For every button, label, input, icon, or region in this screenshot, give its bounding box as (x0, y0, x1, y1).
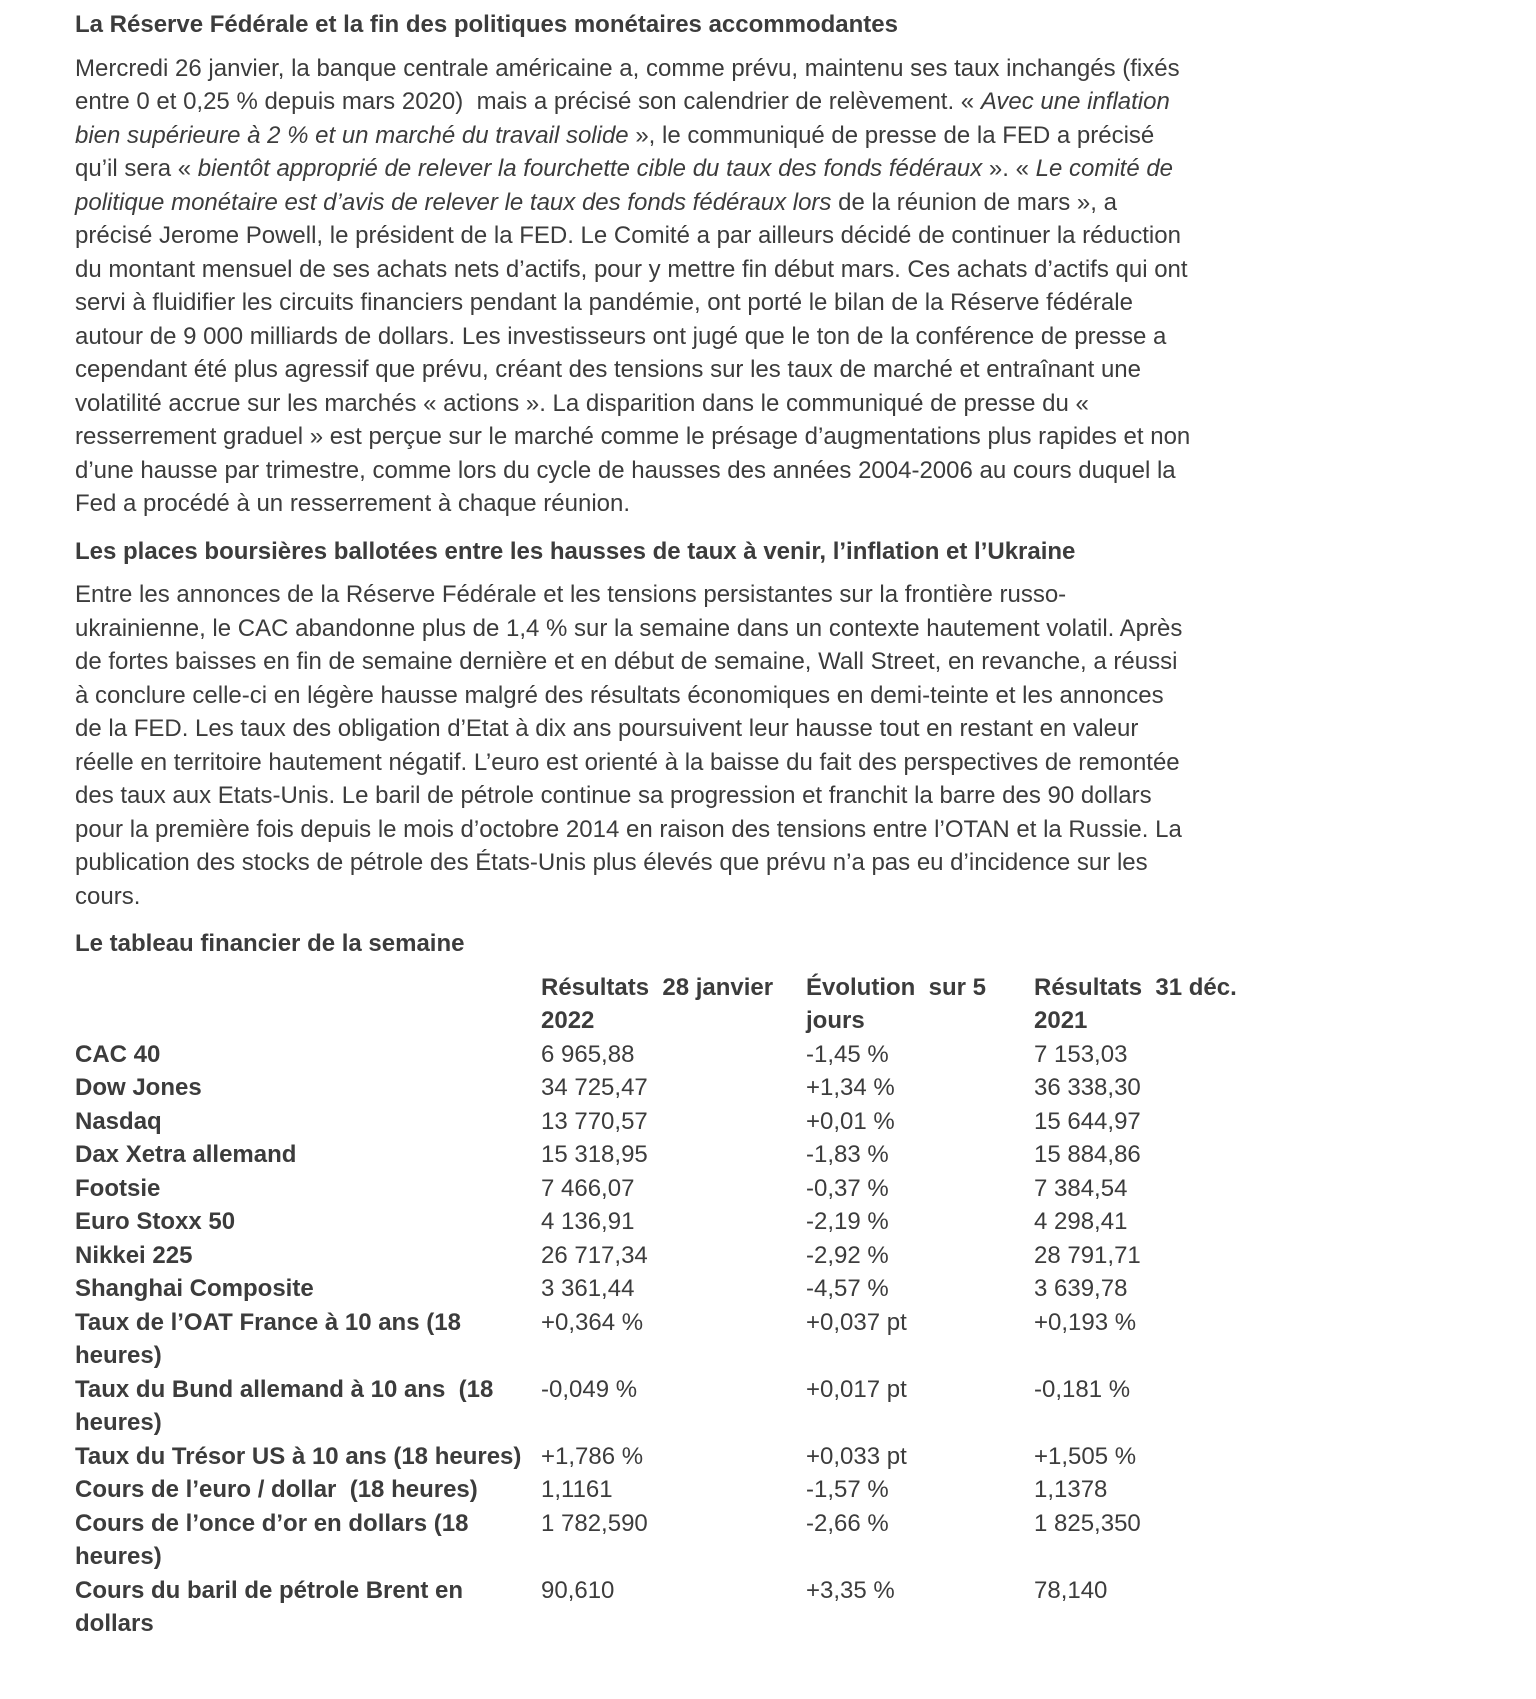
text-run: de la réunion de mars », a précisé Jerome Powell, le président de la FED. Le Comité a par ailleurs décidé de continuer la réduction du montant mensuel de ses achats nets d’actifs, pour y mettre fin début mars. Ces achats d’actifs qui ont servi à fluidifier les circuits financiers pendant la pandémie, ont porté le bilan de la Réserve fédérale autour de 9 000 milliards de dollars. Les investisseurs ont jugé que le ton de la conférence de presse a cependant été plus agressif que prévu, créant des tensions sur les taux de marché et entraînant une volatilité accrue sur les marchés « actions ». La disparition dans le communiqué de presse du « resserrement graduel » est perçue sur le marché comme le présage d’augmentations plus rapides et non d’une hausse par trimestre, comme lors du cycle de hausses des années 2004-2006 au cours duquel la Fed a procédé à un resserrement à chaque réunion. (75, 188, 1197, 517)
row-value: +1,34 % (806, 1074, 895, 1101)
quote-italic-run: Le comité de politique monétaire est d’avis de relever le taux des fonds fédéraux lors (75, 155, 1180, 216)
financial-table-body (75, 1038, 1271, 1641)
row-value: +1,505 % (1034, 1442, 1137, 1470)
table-row (75, 1038, 1271, 1072)
heading-stock-markets: Les places boursières ballotées entre les hausses de taux à venir, l’inflation et l’Ukraine (75, 537, 1076, 565)
row-label: Cours du baril de pétrole Brent en dollars (75, 1576, 470, 1637)
row-value: -1,83 % (806, 1141, 889, 1168)
table-row (75, 1239, 1271, 1273)
financial-table (75, 971, 1271, 1641)
row-label: CAC 40 (75, 1040, 161, 1068)
row-label: Shanghai Composite (75, 1275, 314, 1302)
heading-financial-table: Le tableau financier de la semaine (75, 930, 465, 957)
row-value: +0,017 pt (806, 1375, 907, 1403)
row-label: Cours de l’once d’or en dollars (18 heures) (75, 1509, 476, 1570)
row-value: 15 644,97 (1034, 1107, 1141, 1135)
table-row (75, 1205, 1271, 1239)
text-run: », le communiqué de presse de la FED a précisé qu’il sera « (75, 121, 1161, 182)
row-value: 28 791,71 (1034, 1241, 1141, 1269)
text-run: Mercredi 26 janvier, la banque centrale américaine a, comme prévu, maintenu ses taux inchangés (fixés entre 0 et 0,25 % depuis mars 2020) mais a précisé son calendrier de relèvement. « (75, 54, 1187, 115)
row-label: Dax Xetra allemand (75, 1141, 297, 1168)
row-value: 1 825,350 (1034, 1509, 1141, 1537)
row-value: +1,786 % (541, 1442, 644, 1470)
row-value: -0,181 % (1034, 1375, 1131, 1403)
row-value: -0,37 % (806, 1174, 889, 1202)
header-line-1: Résultats 28 janvier (541, 973, 774, 1001)
row-value: 4 298,41 (1034, 1208, 1128, 1235)
row-value: 34 725,47 (541, 1074, 648, 1101)
row-value: +0,193 % (1034, 1308, 1137, 1336)
row-value: 13 770,57 (541, 1107, 648, 1135)
row-label: Nasdaq (75, 1107, 162, 1135)
quote-italic-run: Avec une inflation bien supérieure à 2 % et un marché du travail solide (75, 88, 1177, 149)
table-row (75, 1306, 1271, 1373)
header-line-2: 2021 (1034, 1007, 1088, 1034)
row-value: 36 338,30 (1034, 1074, 1141, 1101)
table-row (75, 1272, 1271, 1306)
text-run: ». « (982, 155, 1036, 182)
header-line-2: jours (806, 1007, 865, 1034)
row-value: -1,57 % (806, 1476, 889, 1503)
row-value: 3 361,44 (541, 1275, 635, 1302)
row-value: 1,1378 (1034, 1476, 1108, 1503)
table-header-cell (806, 971, 1034, 1038)
row-label: Taux de l’OAT France à 10 ans (18 heures) (75, 1308, 468, 1369)
row-label: Taux du Bund allemand à 10 ans (18 heures) (75, 1375, 501, 1436)
table-row (75, 1507, 1271, 1574)
row-value: -2,19 % (806, 1208, 889, 1235)
row-value: +0,01 % (806, 1107, 895, 1135)
table-header-row (75, 971, 1271, 1038)
row-value: -0,049 % (541, 1375, 638, 1403)
row-value: 1,1161 (541, 1476, 613, 1503)
row-value: 3 639,78 (1034, 1275, 1128, 1302)
table-row (75, 1172, 1271, 1206)
row-label: Dow Jones (75, 1074, 202, 1101)
row-value: -2,66 % (806, 1509, 889, 1537)
header-line-1: Résultats 31 déc. (1034, 973, 1237, 1001)
row-label: Nikkei 225 (75, 1241, 193, 1269)
paragraph-fed-policy (75, 52, 1196, 521)
table-row (75, 1105, 1271, 1139)
row-value: 4 136,91 (541, 1208, 635, 1235)
row-value: +0,037 pt (806, 1308, 907, 1336)
table-row (75, 1373, 1271, 1440)
row-value: -1,45 % (806, 1040, 889, 1068)
row-label: Euro Stoxx 50 (75, 1208, 236, 1235)
paragraph-stock-markets: Entre les annonces de la Réserve Fédérale et les tensions persistantes sur la frontière russo-ukrainienne, le CAC abandonne plus de 1,4 % sur la semaine dans un contexte hautement volatil. Après de fortes baisses en fin de semaine dernière et en début de semaine, Wall Street, en revanche, a réussi à conclure celle-ci en légère hausse malgré des résultats économiques en demi-teinte et les annonces de la FED. Les taux des obligation d’Etat à dix ans poursuivent leur hausse tout en restant en valeur réelle en territoire hautement négatif. L’euro est orienté à la baisse du fait des perspectives de remontée des taux aux Etats-Unis. Le baril de pétrole continue sa progression et franchit la barre des 90 dollars pour la première fois depuis le mois d’octobre 2014 en raison des tensions entre l’OTAN et la Russie. La publication des stocks de pétrole des États-Unis plus élevés que prévu n’a pas eu d’incidence sur les cours. (75, 581, 1190, 910)
row-value: 15 318,95 (541, 1141, 648, 1168)
table-row (75, 1440, 1271, 1474)
row-value: 78,140 (1034, 1576, 1108, 1604)
row-label: Taux du Trésor US à 10 ans (18 heures) (75, 1442, 522, 1470)
row-value: 6 965,88 (541, 1040, 635, 1068)
quote-italic-run: bientôt approprié de relever la fourchette cible du taux des fonds fédéraux (197, 155, 983, 182)
table-header-cell (1034, 971, 1271, 1038)
row-value: +0,364 % (541, 1308, 644, 1336)
table-header-cell (75, 971, 541, 1038)
header-line-1: Évolution sur 5 (806, 973, 987, 1001)
row-value: -2,92 % (806, 1241, 889, 1269)
row-value: 90,610 (541, 1576, 615, 1604)
row-value: 7 466,07 (541, 1174, 635, 1202)
table-header-cell (541, 971, 806, 1038)
row-value: 1 782,590 (541, 1509, 648, 1537)
row-value: 26 717,34 (541, 1241, 648, 1269)
row-value: +3,35 % (806, 1576, 895, 1604)
table-row (75, 1473, 1271, 1507)
row-value: 7 153,03 (1034, 1040, 1128, 1068)
row-label: Cours de l’euro / dollar (18 heures) (75, 1476, 478, 1503)
table-row (75, 1574, 1271, 1641)
table-row (75, 1071, 1271, 1105)
row-value: 7 384,54 (1034, 1174, 1128, 1202)
row-label: Footsie (75, 1174, 161, 1202)
row-value: +0,033 pt (806, 1442, 907, 1470)
heading-fed-policy: La Réserve Fédérale et la fin des politiques monétaires accommodantes (75, 11, 898, 38)
header-line-2: 2022 (541, 1007, 595, 1034)
table-row (75, 1138, 1271, 1172)
row-value: -4,57 % (806, 1275, 889, 1302)
row-value: 15 884,86 (1034, 1141, 1141, 1168)
